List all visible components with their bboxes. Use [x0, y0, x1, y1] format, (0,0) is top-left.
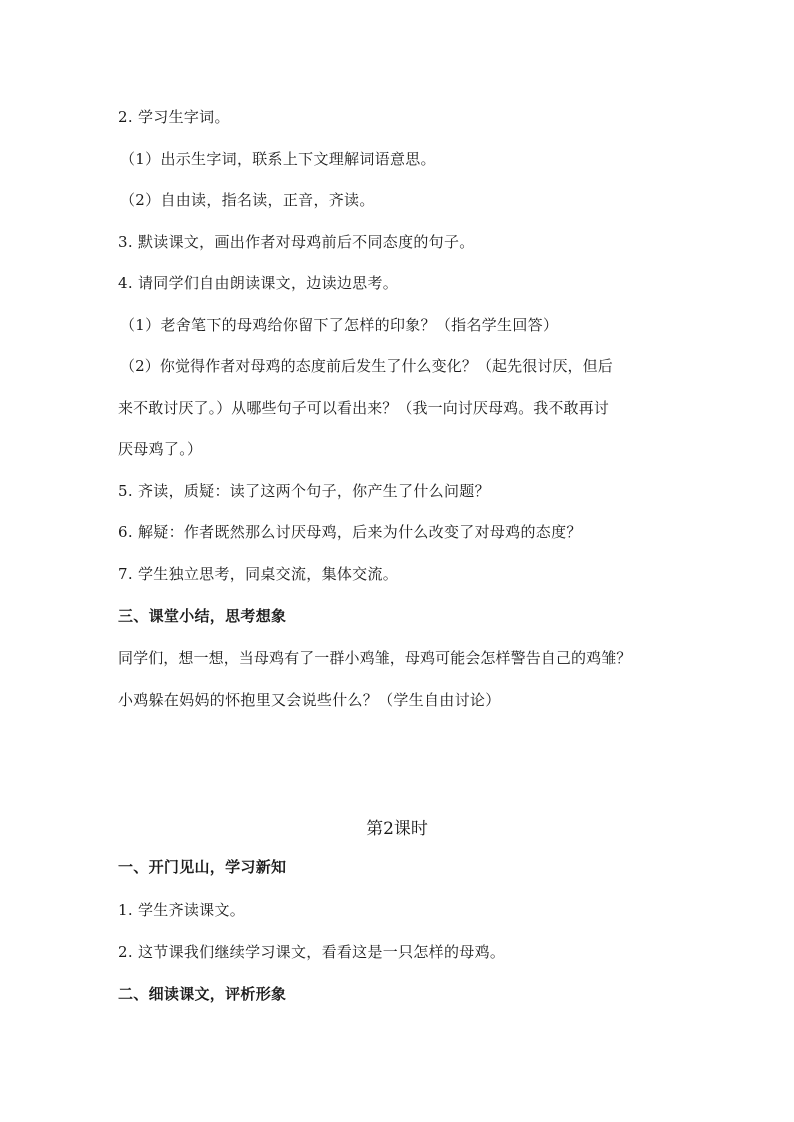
- section-heading-introduction: 一、开门见山，学习新知: [118, 858, 287, 876]
- item-5-read-and-question: 5. 齐读，质疑：读了这两个句子，你产生了什么问题？: [118, 482, 490, 500]
- item-7-discussion: 7. 学生独立思考，同桌交流，集体交流。: [118, 565, 399, 583]
- lesson-title: 第2课时: [366, 819, 428, 839]
- sub-item-attitude-change-line-1: （2）你觉得作者对母鸡的态度前后发生了什么变化？（起先很讨厌，但后: [120, 357, 613, 375]
- lesson2-item-2: 2. 这节课我们继续学习课文，看看这是一只怎样的母鸡。: [118, 943, 506, 961]
- lesson2-item-1: 1. 学生齐读课文。: [118, 901, 246, 919]
- summary-text-line-1: 同学们，想一想，当母鸡有了一群小鸡雏，母鸡可能会怎样警告自己的鸡雏？: [118, 649, 632, 667]
- sub-item-attitude-change-line-2: 来不敢讨厌了。）从哪些句子可以看出来？（我一向讨厌母鸡。我不敢再讨: [118, 399, 609, 417]
- item-4-read-and-think: 4. 请同学们自由朗读课文，边读边思考。: [118, 274, 399, 292]
- sub-item-attitude-change-line-3: 厌母鸡了。）: [118, 440, 203, 458]
- item-6-resolve-doubt: 6. 解疑：作者既然那么讨厌母鸡，后来为什么改变了对母鸡的态度？: [118, 523, 582, 541]
- section-heading-summary: 三、课堂小结，思考想象: [118, 607, 287, 625]
- item-3-silent-reading: 3. 默读课文，画出作者对母鸡前后不同态度的句子。: [118, 233, 475, 251]
- sub-item-free-reading: （2）自由读，指名读，正音，齐读。: [120, 191, 375, 209]
- sub-item-impression-question: （1）老舍笔下的母鸡给你留下了怎样的印象？（指名学生回答）: [120, 316, 559, 334]
- summary-text-line-2: 小鸡躲在妈妈的怀抱里又会说些什么？（学生自由讨论）: [118, 691, 501, 709]
- item-2-learn-new-words: 2. 学习生字词。: [118, 108, 230, 126]
- section-heading-close-reading: 二、细读课文，评析形象: [118, 985, 287, 1003]
- sub-item-show-new-words: （1）出示生字词，联系上下文理解词语意思。: [120, 150, 436, 168]
